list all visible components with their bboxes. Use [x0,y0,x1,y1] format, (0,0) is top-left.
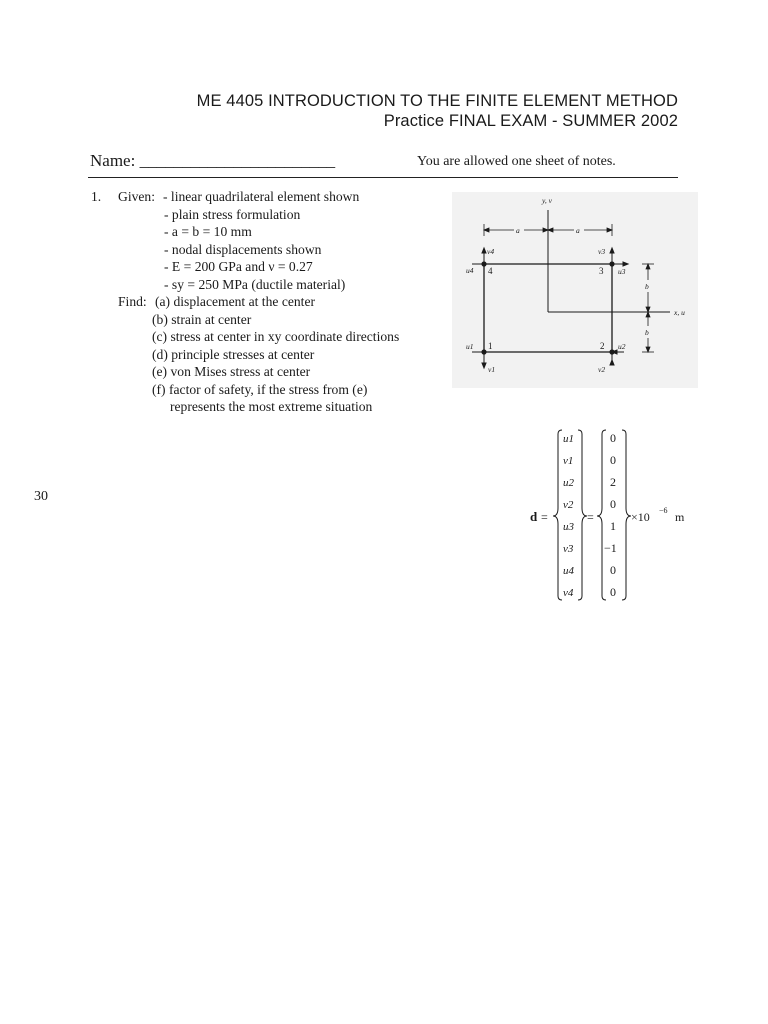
element-figure [452,192,698,388]
header-divider [88,177,678,178]
vector-symbol: d [530,509,538,524]
given-item: - plain stress formulation [164,206,301,222]
v4-label: v4 [487,247,495,256]
scale-exponent: −6 [659,506,668,515]
value: 0 [610,497,616,511]
find-item: (a) displacement at the center [155,294,316,309]
value: 0 [610,453,616,467]
find-item: (c) stress at center in xy coordinate directions [152,329,400,344]
value: −1 [604,541,617,555]
component-v2: v2 [563,499,574,511]
displacement-vector [528,424,708,609]
find-item: (f) factor of safety, if the stress from (e) [152,381,368,397]
given-item: - E = 200 GPa and ν = 0.27 [164,259,313,274]
dim-label-b: b [645,282,649,291]
find-item: (e) von Mises stress at center [152,364,311,379]
right-brace [578,430,587,600]
find-label: Find: [118,294,147,309]
given-item: - linear quadrilateral element shown [163,189,360,204]
problem-points: 30 [34,489,48,504]
component-v1: v1 [563,455,574,467]
node-4-label: 4 [488,266,493,276]
component-list [563,433,575,599]
dim-label-a: a [576,226,580,235]
component-u1: u1 [563,433,574,445]
u1-label: u1 [466,342,474,351]
value: 0 [610,431,616,445]
node-1-label: 1 [488,341,493,351]
notes-instruction: You are allowed one sheet of notes. [417,154,616,169]
left-brace [597,430,606,600]
value: 1 [610,519,616,533]
find-item: (b) strain at center [152,311,252,327]
unit: m [675,510,685,524]
component-u4: u4 [563,565,574,577]
component-v3: v3 [563,543,574,555]
component-v4: v4 [563,587,574,599]
left-brace [553,430,562,600]
name-field: Name: _______________________ [90,151,336,170]
given-label: Given: [118,189,155,204]
find-item: represents the most extreme situation [170,399,373,414]
v2-label: v2 [598,365,606,374]
u2-label: u2 [618,342,626,351]
node-3-label: 3 [599,266,604,276]
equals-sign: = [587,510,594,524]
node-2-label: 2 [600,341,605,351]
find-item: (d) principle stresses at center [152,346,315,362]
u3-label: u3 [618,267,626,276]
value: 0 [610,585,616,599]
given-item: - nodal displacements shown [164,241,322,257]
problem-number: 1. [91,189,102,204]
y-axis-label: y, v [542,196,552,205]
value: 2 [610,475,616,489]
given-item: - a = b = 10 mm [164,224,252,239]
displacement-arrows [472,248,628,368]
value-list [604,431,617,599]
v3-label: v3 [598,247,606,256]
exam-title: Practice FINAL EXAM - SUMMER 2002 [383,112,678,130]
x-axis-label: x, u [674,308,685,317]
given-item: - sy = 250 MPa (ductile material) [164,276,346,292]
dim-label-b: b [645,328,649,337]
dim-label-a: a [516,226,520,235]
component-u3: u3 [563,521,574,533]
right-brace [622,430,631,600]
scale-factor: ×10 [631,510,650,524]
coordinate-axes [548,210,670,312]
course-title: ME 4405 INTRODUCTION TO THE FINITE ELEMENT METHOD [196,92,678,110]
equals-sign: = [541,510,548,524]
dimension-b [642,264,654,352]
value: 0 [610,563,616,577]
v1-label: v1 [488,365,496,374]
component-u2: u2 [563,477,574,489]
u4-label: u4 [466,266,474,275]
